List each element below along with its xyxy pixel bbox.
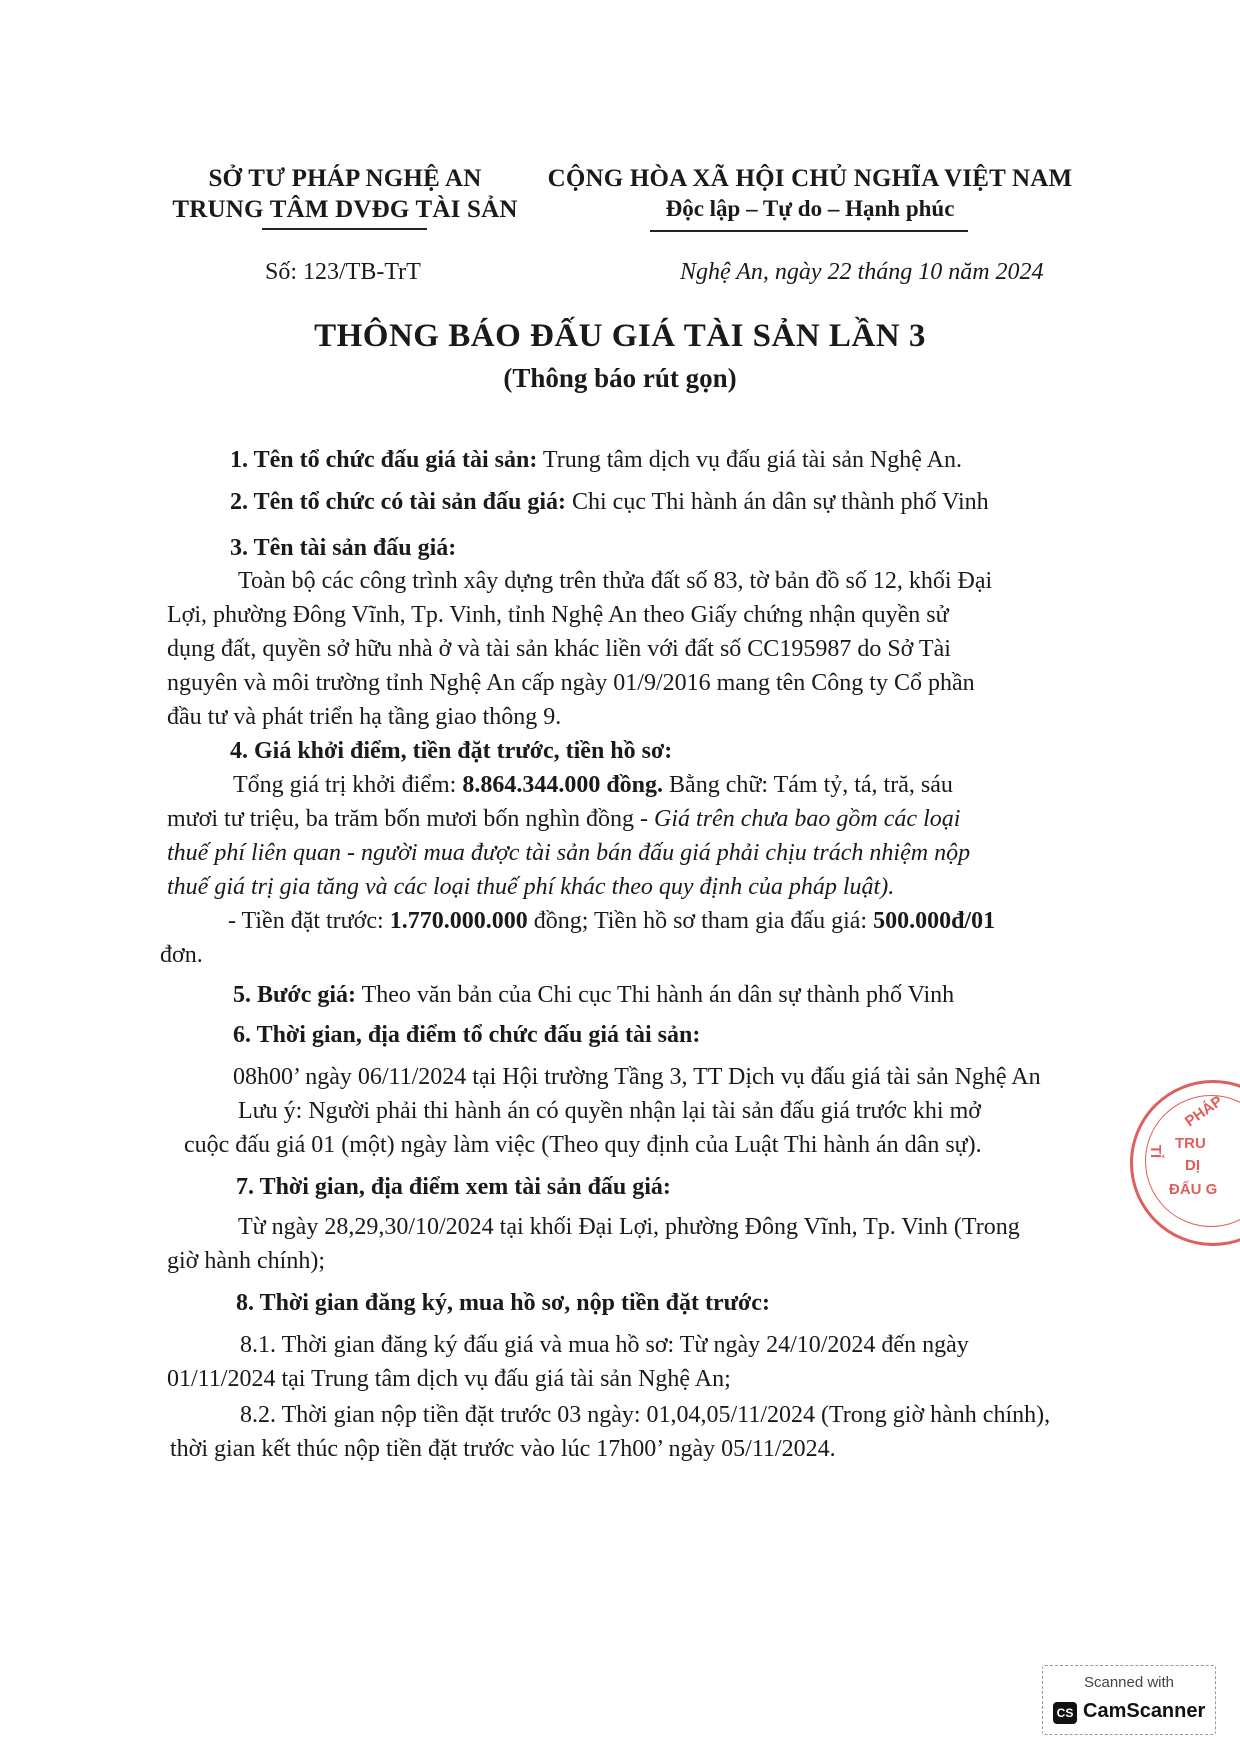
section-6-line-2: Lưu ý: Người phải thi hành án có quyền nhận lại tài sản đấu giá trước khi mở — [238, 1098, 981, 1124]
document-date: Nghệ An, ngày 22 tháng 10 năm 2024 — [680, 259, 1044, 285]
section-2-label: 2. Tên tổ chức có tài sản đấu giá: — [230, 489, 566, 515]
section-4-line-6: đơn. — [160, 942, 203, 968]
section-8-line-2: 01/11/2024 tại Trung tâm dịch vụ đấu giá tài sản Nghệ An; — [167, 1366, 731, 1392]
section-8-label: 8. Thời gian đăng ký, mua hồ sơ, nộp tiền đặt trước: — [236, 1290, 770, 1316]
section-7-line-2: giờ hành chính); — [167, 1248, 325, 1274]
dossier-fee: 500.000đ/01 — [873, 908, 996, 934]
seal-text-4: ĐẤU G — [1169, 1181, 1218, 1198]
deposit-amount: 1.770.000.000 — [389, 908, 528, 934]
seal-text-1: PHÁP — [1181, 1092, 1226, 1131]
country-name: CỘNG HÒA XÃ HỘI CHỦ NGHĨA VIỆT NAM — [547, 165, 1073, 192]
center-name: TRUNG TÂM DVĐG TÀI SẢN — [172, 196, 518, 223]
page-title: THÔNG BÁO ĐẤU GIÁ TÀI SẢN LẦN 3 — [314, 318, 926, 354]
seal-text-3: DỊ — [1185, 1157, 1200, 1174]
section-3-line-2: Lợi, phường Đông Vĩnh, Tp. Vinh, tỉnh Nghệ An theo Giấy chứng nhận quyền sử — [167, 602, 949, 628]
section-8-line-4: thời gian kết thúc nộp tiền đặt trước vào lúc 17h00’ ngày 05/11/2024. — [170, 1436, 836, 1462]
section-4-line-4: thuế giá trị gia tăng và các loại thuế phí khác theo quy định của pháp luật). — [167, 874, 895, 900]
section-2 — [230, 487, 989, 517]
watermark-caption: Scanned with — [1083, 1674, 1175, 1691]
section-7-line-1: Từ ngày 28,29,30/10/2024 tại khối Đại Lợi, phường Đông Vĩnh, Tp. Vinh (Trong — [238, 1214, 1020, 1240]
section-2-text: Chi cục Thi hành án dân sự thành phố Vinh — [565, 489, 989, 515]
section-4-line-5: - Tiền đặt trước: 1.770.000.000 đồng; Tiền hồ sơ tham gia đấu giá: 500.000đ/01 — [228, 908, 996, 934]
section-6-line-3: cuộc đấu giá 01 (một) ngày làm việc (Theo quy định của Luật Thi hành án dân sự). — [184, 1132, 982, 1158]
camscanner-watermark — [1042, 1665, 1216, 1735]
section-4-line-1: Tổng giá trị khởi điểm: 8.864.344.000 đồng. Bằng chữ: Tám tỷ, tá, tră, sáu — [233, 772, 953, 798]
header-right-divider — [650, 230, 968, 232]
section-1 — [230, 445, 962, 475]
section-5 — [233, 980, 954, 1010]
page-subtitle: (Thông báo rút gọn) — [503, 363, 737, 393]
camscanner-logo-icon: CS — [1053, 1702, 1077, 1724]
motto: Độc lập – Tự do – Hạnh phúc — [665, 196, 955, 221]
section-3-line-4: nguyên và môi trường tỉnh Nghệ An cấp ngày 01/9/2016 mang tên Công ty Cổ phần — [167, 670, 975, 696]
document-number: Số: 123/TB-TrT — [265, 259, 421, 285]
watermark-brand: CamScanner — [1083, 1700, 1206, 1722]
section-1-text: Trung tâm dịch vụ đấu giá tài sản Nghệ An. — [537, 447, 962, 473]
seal-text-5: TỈ — [1147, 1144, 1165, 1159]
section-8-line-3: 8.2. Thời gian nộp tiền đặt trước 03 ngày: 01,04,05/11/2024 (Trong giờ hành chính), — [240, 1402, 1051, 1428]
starting-price: 8.864.344.000 đồng. — [462, 772, 664, 798]
section-6-line-1: 08h00’ ngày 06/11/2024 tại Hội trường Tầng 3, TT Dịch vụ đấu giá tài sản Nghệ An — [233, 1064, 1041, 1090]
section-4-label: 4. Giá khởi điểm, tiền đặt trước, tiền hồ sơ: — [230, 738, 673, 764]
section-4-line-2: mươi tư triệu, ba trăm bốn mươi bốn nghìn đồng - Giá trên chưa bao gồm các loại — [167, 806, 961, 832]
seal-text-2: TRU — [1175, 1135, 1206, 1152]
section-5-label: 5. Bước giá: — [233, 982, 357, 1008]
section-6-label: 6. Thời gian, địa điểm tổ chức đấu giá tài sản: — [233, 1022, 701, 1048]
agency-name: SỞ TƯ PHÁP NGHỆ AN — [208, 165, 482, 192]
section-3-line-1: Toàn bộ các công trình xây dựng trên thửa đất số 83, tờ bản đồ số 12, khối Đại — [238, 568, 993, 594]
section-1-label: 1. Tên tổ chức đấu giá tài sản: — [230, 447, 538, 473]
section-5-text: Theo văn bản của Chi cục Thi hành án dân sự thành phố Vinh — [356, 982, 955, 1008]
section-3-label: 3. Tên tài sản đấu giá: — [230, 535, 457, 561]
header-left-divider — [262, 228, 427, 230]
section-4-line-3: thuế phí liên quan - người mua được tài sản bán đấu giá phải chịu trách nhiệm nộp — [167, 840, 971, 866]
official-seal — [1130, 1080, 1240, 1246]
section-7-label: 7. Thời gian, địa điểm xem tài sản đấu giá: — [236, 1174, 671, 1200]
section-3-line-5: đầu tư và phát triển hạ tầng giao thông 9. — [167, 704, 562, 730]
section-8-line-1: 8.1. Thời gian đăng ký đấu giá và mua hồ sơ: Từ ngày 24/10/2024 đến ngày — [240, 1332, 969, 1358]
section-3-line-3: dụng đất, quyền sở hữu nhà ở và tài sản khác liền với đất số CC195987 do Sở Tài — [167, 636, 951, 662]
